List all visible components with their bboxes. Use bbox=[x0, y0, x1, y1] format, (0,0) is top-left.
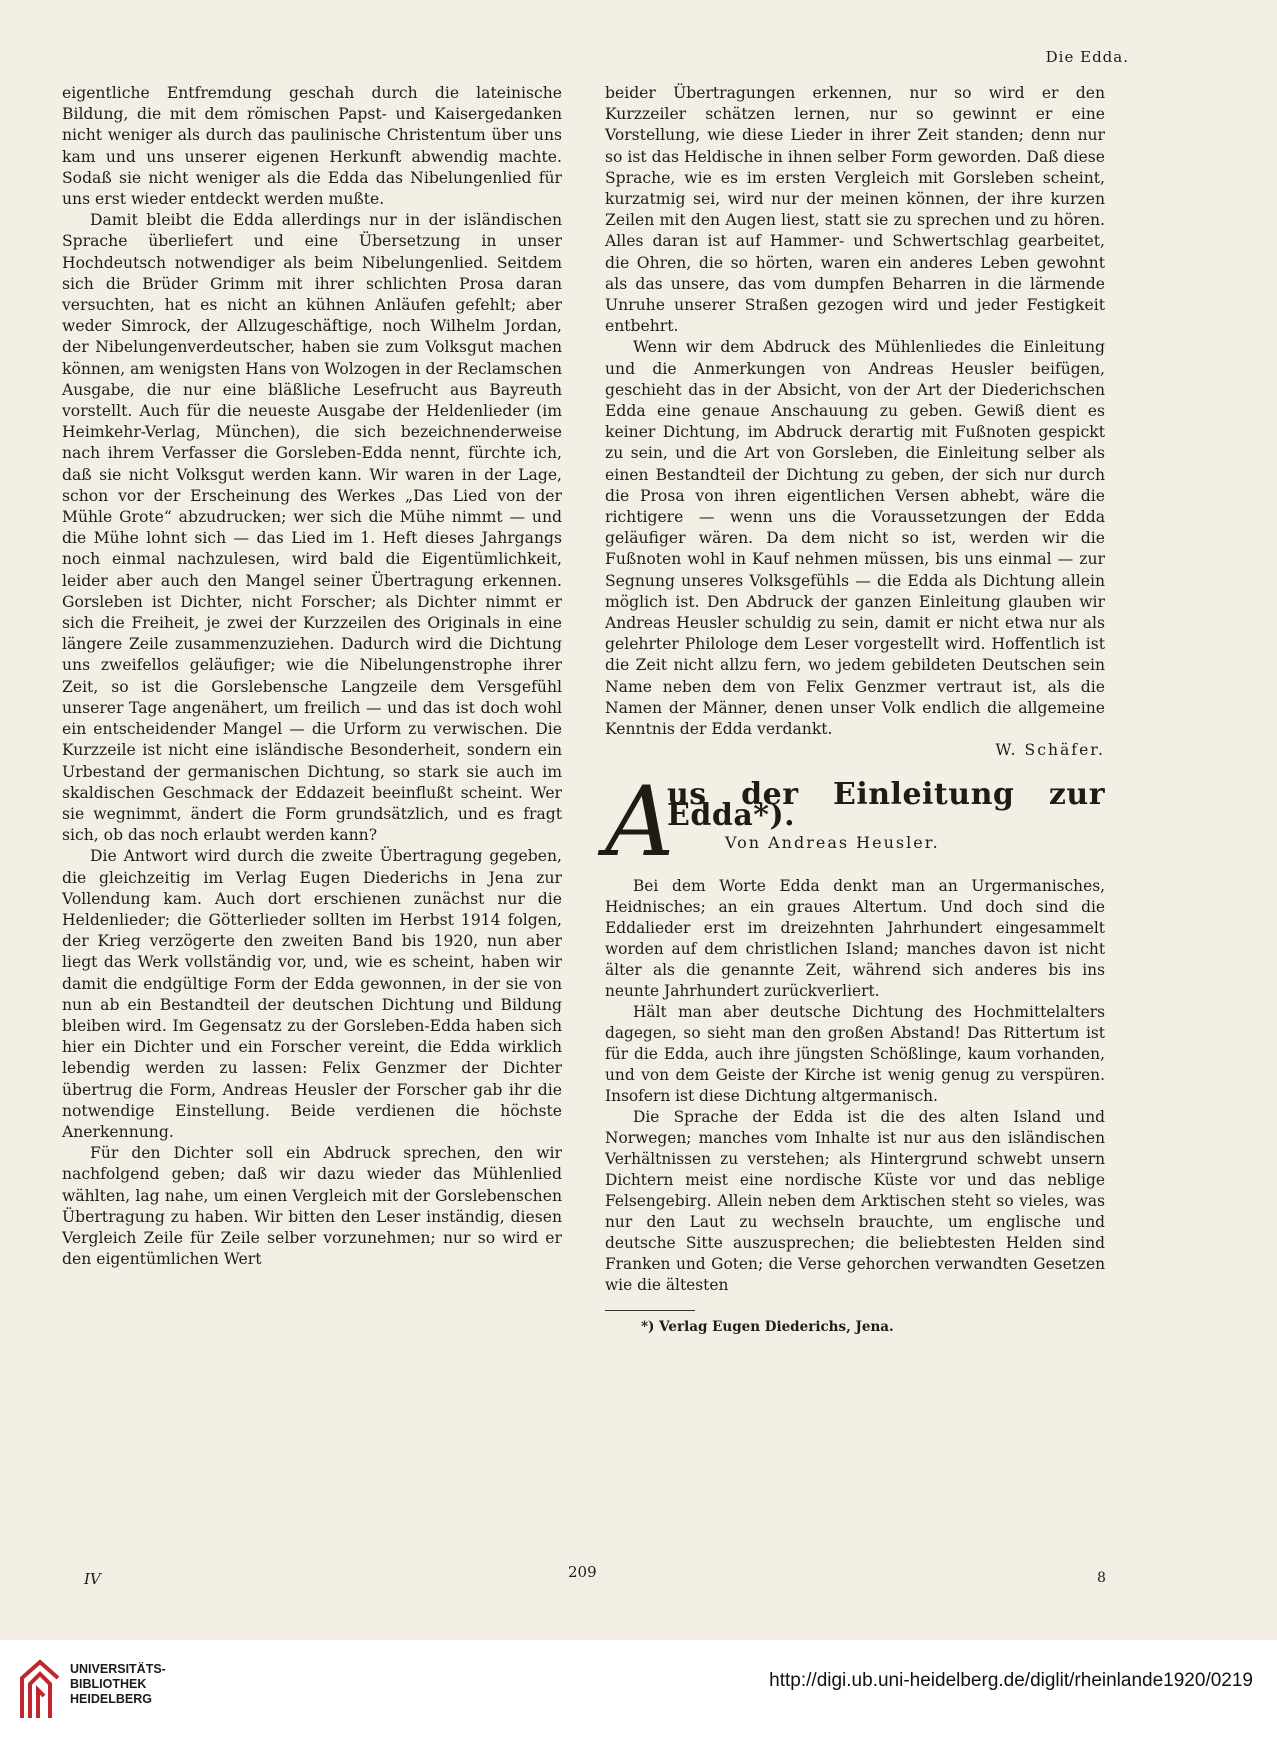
library-name-line: HEIDELBERG bbox=[70, 1692, 152, 1706]
source-url-link[interactable]: http://digi.ub.uni-heidelberg.de/diglit/rheinlande1920/0219 bbox=[769, 1670, 1253, 1691]
paragraph: Damit bleibt die Edda allerdings nur in der isländischen Sprache überliefert und eine Übersetzung in unser Hochdeutsch notwendiger als beim Nibelungenlied. Seitdem sich die Brüder Grimm mit ihrer schlichten Prosa daran versuchten, hat es nicht an kühnen Anläufen gefehlt; aber weder Simrock, der Allzugeschäftige, noch Wilhelm Jordan, der Nibelungenverdeutscher, haben sie zum Volksgut machen können, am wenigsten Hans von Wolzogen in der Reclamschen Ausgabe, die nur eine bläßliche Lesefrucht aus Bayreuth vorstellt. Auch für die neueste Ausgabe der Heldenlieder (im Heimkehr-Verlag, München), die sich bezeichnenderweise nach ihrem Verfasser die Gorsleben-Edda nennt, fürchte ich, daß sie nicht Volksgut werden kann. Wir waren in der Lage, schon vor der Erscheinung des Werkes „Das Lied von der Mühle Grote“ abzudrucken; wer sich die Mühe nimmt — und die Mühe lohnt sich — das Lied im 1. Heft dieses Jahrgangs noch einmal nachzulesen, wird bald die Eigentümlichkeit, leider aber auch den Mangel seiner Übertragung erkennen. Gorsleben ist Dichter, nicht Forscher; als Dichter nimmt er sich die Freiheit, je zwei der Kurzzeilen des Originals in eine längere Zeile zusammenzuziehen. Dadurch wird die Dichtung uns zweifellos geläufiger; wie die Nibelungenstrophe ihrer Zeit, so ist die Gorslebensche Langzeile dem Versgefühl unserer Tage angenähert, um freilich — und das ist doch wohl ein entscheidender Mangel — die Urform zu verwischen. Die Kurzzeile ist nicht eine isländische Besonderheit, sondern ein Urbestand der germanischen Dichtung, so stark sie auch im skaldischen Geschmack der Eddazeit beeinflußt scheint. Wer sie wegnimmt, ändert die Form grundsätzlich, und es fragt sich, ob das noch erlaubt werden kann? bbox=[62, 211, 562, 845]
section-body bbox=[605, 876, 1105, 1296]
left-column bbox=[62, 83, 562, 1270]
paragraph: Die Sprache der Edda ist die des alten Island und Norwegen; manches vom Inhalte ist nur aus den isländischen Verhältnissen zu verstehen; als Hintergrund schwebt unsern Dichtern meist eine nordische Küste vor und das neblige Felsengebirg. Allein neben dem Arktischen steht so vieles, was nur den Laut zu wechseln brauchte, um englische und deutsche Sitte auszusprechen; die beliebtesten Helden sind Franken und Goten; die Verse gehorchen verwandten Gesetzen wie die ältesten bbox=[605, 1107, 1105, 1294]
section-heading bbox=[605, 765, 1105, 878]
paragraph: eigentliche Entfremdung geschah durch die lateinische Bildung, die mit dem römischen Papst- und Kaisergedanken nicht weniger als durch das paulinische Christentum über uns kam und uns unserer eigenen Herkunft abwendig machte. Sodaß sie nicht weniger als die Edda das Nibelungenlied für uns erst wieder entdeckt werden mußte. bbox=[62, 84, 562, 209]
section-title: us der Einleitung zur Edda*). bbox=[667, 776, 1105, 833]
library-name-line: BIBLIOTHEK bbox=[70, 1677, 147, 1691]
right-column bbox=[605, 83, 1105, 1338]
paragraph: Bei dem Worte Edda denkt man an Urgermanisches, Heidnisches; an ein graues Altertum. Und doch sind die Eddalieder erst im dreizehnten Jahrhundert eingesammelt worden auf dem christlichen Island; manches davon ist nicht älter als die genannte Zeit, während sich anderes bis ins neunte Jahrhundert zurückverliert. bbox=[605, 876, 1105, 1000]
page-number: 209 bbox=[568, 1563, 597, 1581]
library-footer bbox=[0, 1640, 1277, 1761]
section-author: Von Andreas Heusler. bbox=[725, 832, 940, 852]
signature-mark: 8 bbox=[1097, 1570, 1106, 1586]
library-name[interactable] bbox=[70, 1662, 166, 1707]
paragraph: Wenn wir dem Abdruck des Mühlenliedes die Einleitung und die Anmerkungen von Andreas Heusler beifügen, geschieht das in der Absicht, von der Art der Diederichschen Edda eine genaue Anschauung zu geben. Gewiß dient es keiner Dichtung, im Abdruck derartig mit Fußnoten gespickt zu sein, und die Art von Gorsleben, die Einleitung selber als einen Bestandteil der Dichtung zu geben, der sich nur durch die Prosa von ihren eigentlichen Versen abhebt, wäre die richtigere — wenn uns die Voraussetzungen der Edda geläufiger wären. Da dem nicht so ist, werden wir die Fußnoten wohl in Kauf nehmen müssen, bis uns einmal — zur Segnung unseres Volksgefühls — die Edda als Dichtung allein möglich ist. Den Abdruck der ganzen Einleitung glauben wir Andreas Heusler schuldig zu sein, damit er nicht etwa nur als gelehrter Philologe dem Leser vorgestellt wird. Hoffentlich ist die Zeit nicht allzu fern, wo jedem gebildeten Deutschen sein Name neben dem von Felix Genzmer vertraut ist, als die Namen der Männer, denen unser Volk endlich die allgemeine Kenntnis der Edda verdankt. bbox=[605, 338, 1105, 739]
running-title: Die Edda. bbox=[1045, 48, 1129, 66]
library-name-line: UNIVERSITÄTS- bbox=[70, 1662, 166, 1676]
paragraph: Für den Dichter soll ein Abdruck sprechen, den wir nachfolgend geben; daß wir dazu wieder das Mühlenlied wählten, lag nahe, um einen Vergleich mit der Gorslebenschen Übertragung zu haben. Wir bitten den Leser inständig, diesen Vergleich Zeile für Zeile selber vorzunehmen; nur so wird er den eigentümlichen Wert bbox=[62, 1144, 562, 1269]
drop-cap: A bbox=[605, 765, 675, 878]
library-logo-icon[interactable] bbox=[18, 1658, 62, 1722]
volume-number: IV bbox=[84, 1570, 101, 1588]
paragraph: Hält man aber deutsche Dichtung des Hochmittelalters dagegen, so sieht man den großen Abstand! Das Rittertum ist für die Edda, auch ihre jüngsten Schößlinge, kaum vorhanden, und von dem Geiste der Kirche ist wenig genug zu verspüren. Insofern ist diese Dichtung altgermanisch. bbox=[605, 1002, 1105, 1105]
paragraph: Die Antwort wird durch die zweite Übertragung gegeben, die gleichzeitig im Verlag Eugen Diederichs in Jena zur Vollendung kam. Auch dort erschienen zunächst nur die Heldenlieder; die Götterlieder sollten im Herbst 1914 folgen, der Krieg verzögerte den zweiten Band bis 1920, nun aber liegt das Werk vollständig vor, und, wie es scheint, haben wir damit die endgültige Form der Edda gewonnen, in der sie von nun ab ein Bestandteil der deutschen Dichtung und Bildung bleiben wird. Im Gegensatz zu der Gorsleben-Edda haben sich hier ein Dichter und ein Forscher vereint, die Edda wirklich lebendig werden zu lassen: Felix Genzmer der Dichter übertrug die Form, Andreas Heusler der Forscher gab ihr die notwendige Einstellung. Beide verdienen die höchste Anerkennung. bbox=[62, 847, 562, 1141]
footnote-rule bbox=[605, 1310, 695, 1311]
footnote: *) Verlag Eugen Diederichs, Jena. bbox=[641, 1318, 894, 1335]
paragraph: beider Übertragungen erkennen, nur so wird er den Kurzzeiler schätzen lernen, nur so gewinnt er eine Vorstellung, wie diese Lieder in ihrer Zeit standen; denn nur so ist das Heldische in ihnen selber Form geworden. Daß diese Sprache, wie es im ersten Vergleich mit Gorsleben scheint, kurzatmig sei, wird nur der meinen können, der ihre kurzen Zeilen mit den Augen liest, statt sie zu sprechen und zu hören. Alles daran ist auf Hammer- und Schwertschlag gearbeitet, die Ohren, die so hörten, waren ein anderes Leben gewohnt als das unsere, das vom dumpfen Beharren in die lärmende Unruhe unserer Straßen gezogen wird und jeder Festigkeit entbehrt. bbox=[605, 84, 1105, 336]
author-signature: W. Schäfer. bbox=[995, 741, 1105, 760]
